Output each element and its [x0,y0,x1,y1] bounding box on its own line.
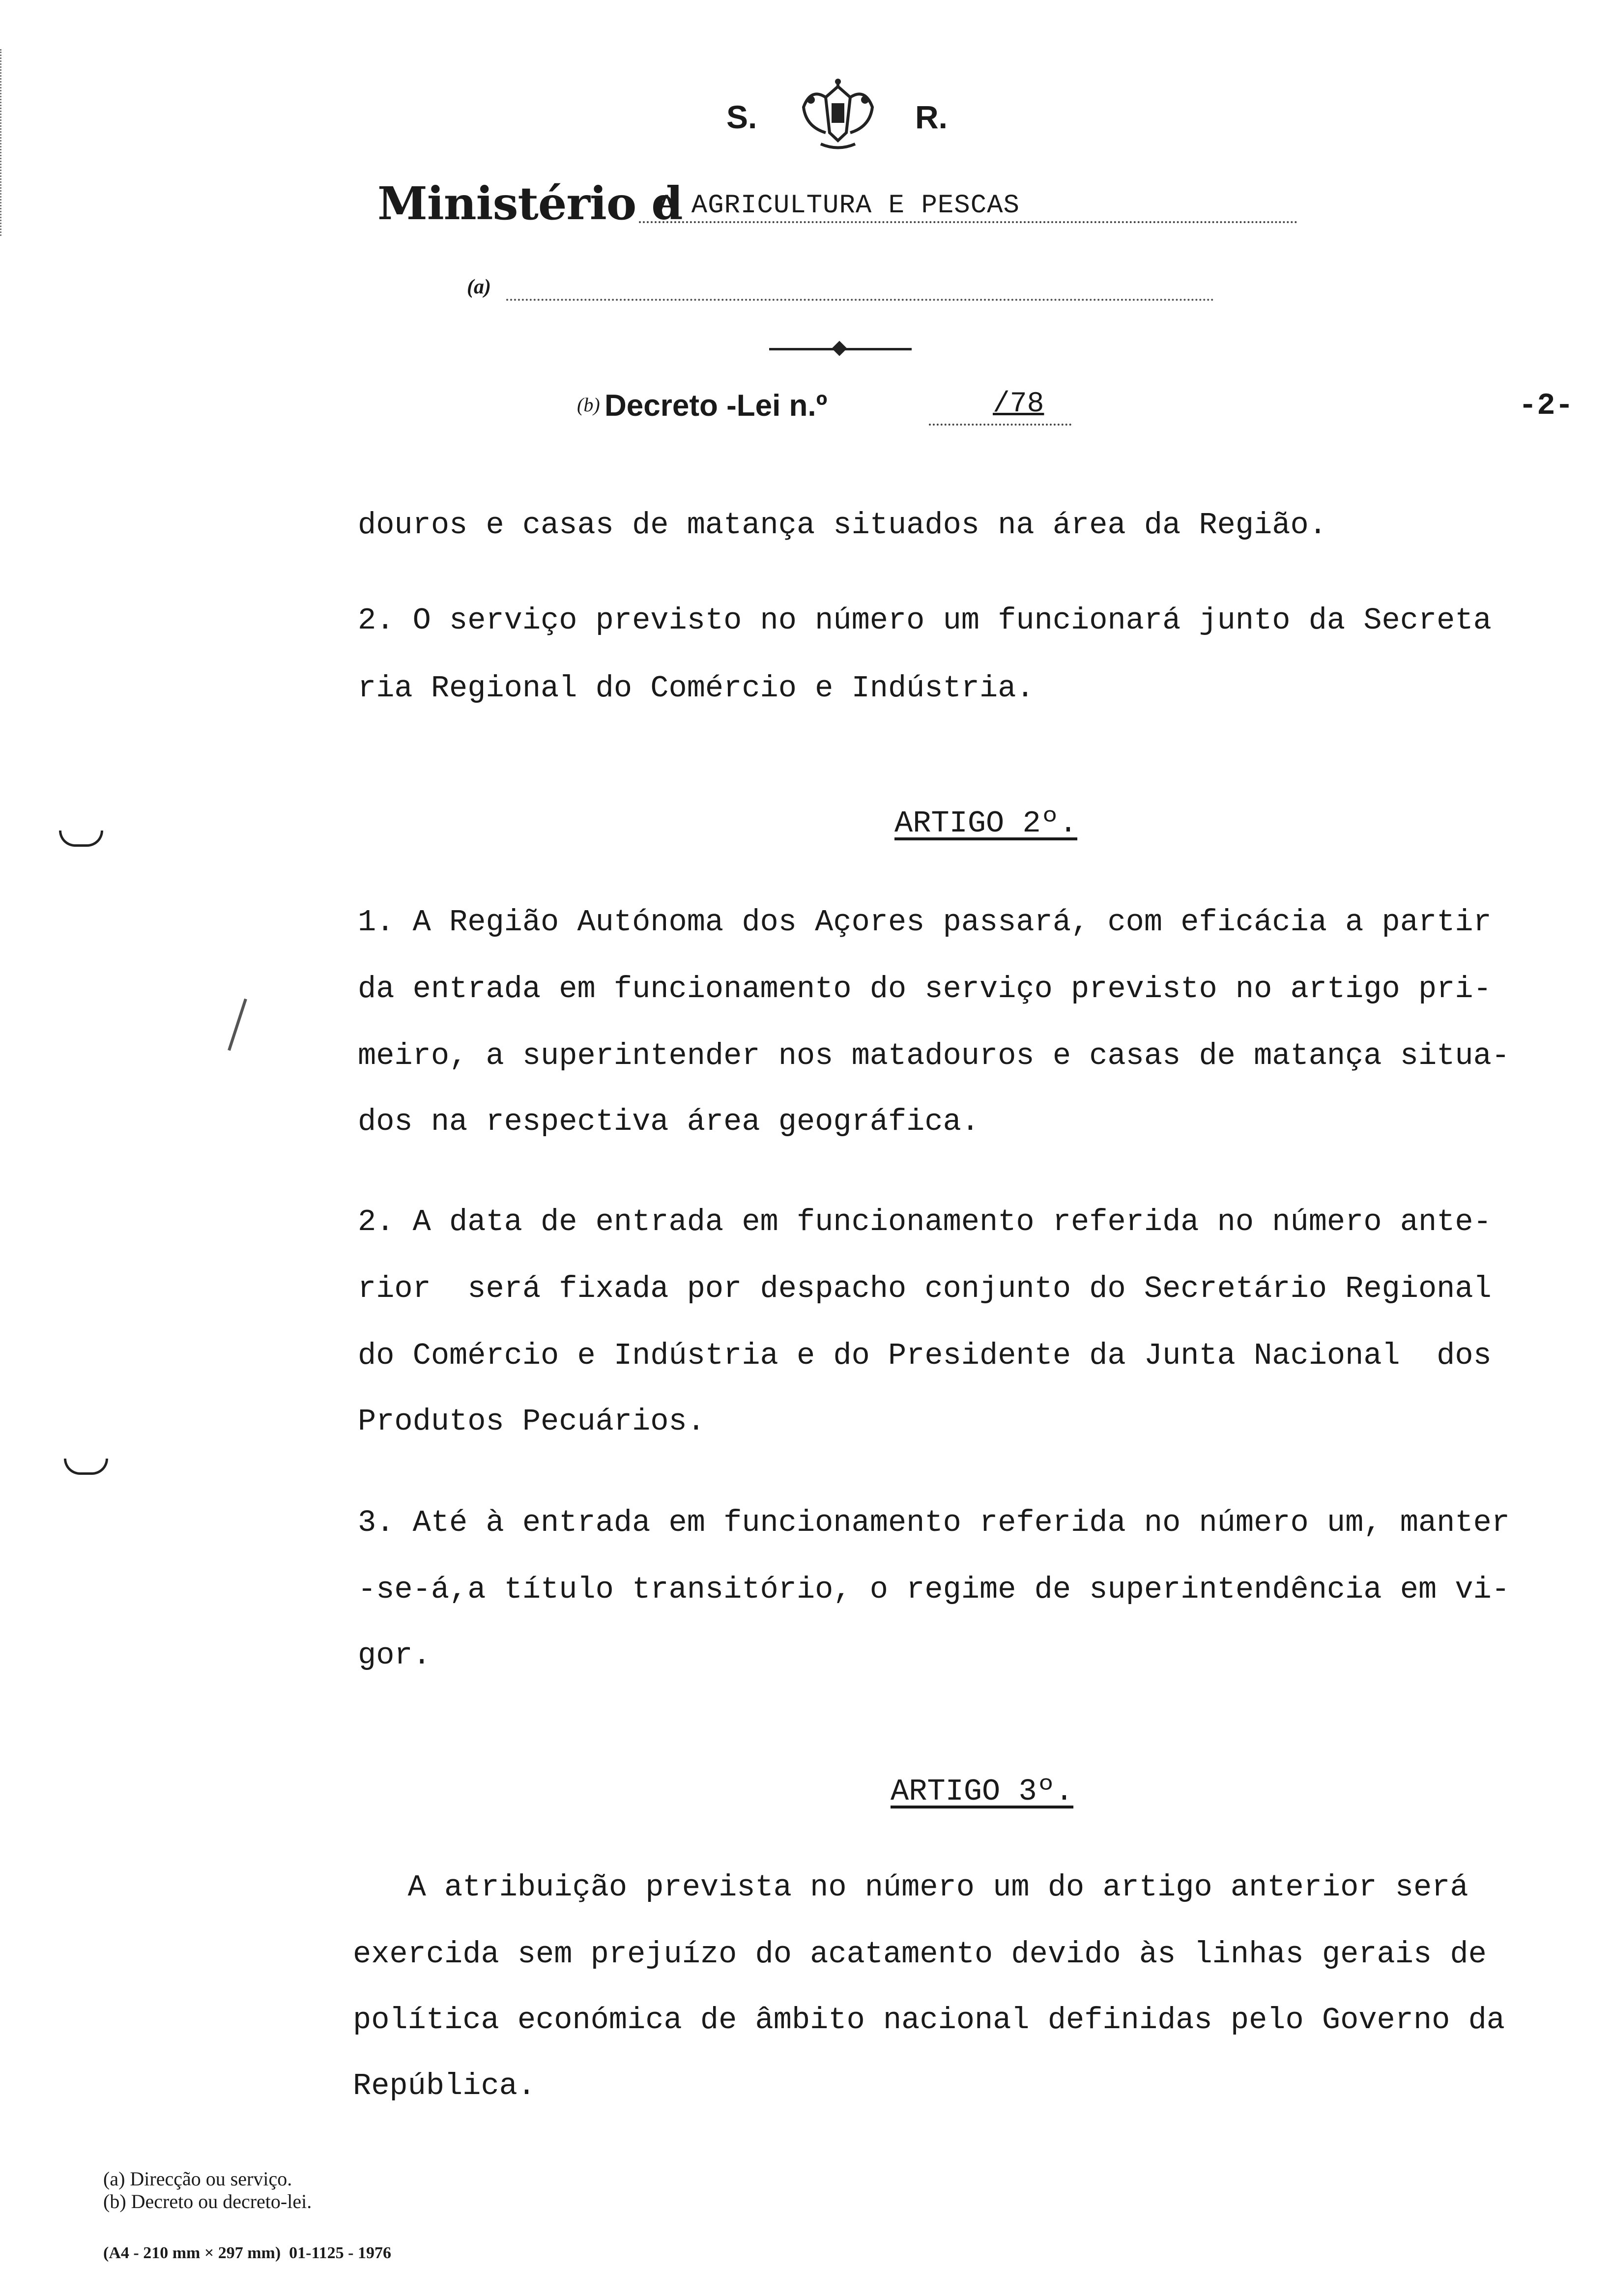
body-line: douros e casas de matança situados na área da Região. [358,508,1327,543]
page-number: -2- [1519,388,1574,423]
ministry-label: Ministério d [377,177,683,230]
coat-of-arms-icon [791,78,885,151]
margin-mark [64,1459,108,1475]
direction-dotted-line [506,299,1214,301]
body-line: rior será fixada por despacho conjunto do Secretário Regional [358,1271,1492,1306]
margin-mark [59,831,103,847]
article-3-heading: ARTIGO 3º. [891,1774,1074,1809]
ministry-dotted-line [639,221,1297,223]
body-line: gor. [358,1638,431,1673]
body-line: meiro, a superintender nos matadouros e casas de matança situa- [358,1038,1510,1073]
footnote-b: (b) Decreto ou decreto-lei. [103,2190,312,2212]
body-line: Produtos Pecuários. [358,1404,705,1439]
body-line: ria Regional do Comércio e Indústria. [358,671,1035,706]
direction-label: (a) [467,276,491,298]
body-line: da entrada em funcionamento do serviço previsto no artigo pri- [358,972,1492,1006]
body-line: 2. A data de entrada em funcionamento referida no número ante- [358,1205,1492,1239]
body-line: dos na respectiva área geográfica. [358,1104,980,1139]
body-line: República. [353,2068,536,2103]
form-code: (A4 - 210 mm × 297 mm) 01-1125 - 1976 [103,2244,391,2262]
decree-type-label: (b) [577,394,600,416]
ministry-name: A AGRICULTURA E PESCAS [659,191,1020,221]
body-line: 2. O serviço previsto no número um funcionará junto da Secreta [358,603,1492,638]
footnote-a: (a) Direcção ou serviço. [103,2168,292,2190]
body-line: A atribuição prevista no número um do artigo anterior será [353,1870,1468,1905]
body-line: 1. A Região Autónoma dos Açores passará, com eficácia a partir [358,905,1492,940]
body-line: política económica de âmbito nacional definidas pelo Governo da [353,2003,1505,2038]
body-line: 3. Até à entrada em funcionamento referida no número um, manter [358,1505,1510,1540]
body-line: -se-á,a título transitório, o regime de superintendência em vi- [358,1572,1510,1607]
article-2-heading: ARTIGO 2º. [894,806,1078,841]
decree-number-dotted-line [929,424,1071,426]
letterhead-s: S. [726,99,757,135]
decree-year: /78 [993,388,1044,420]
body-line: exercida sem prejuízo do acatamento devido às linhas gerais de [353,1937,1487,1972]
binding-edge [0,49,21,236]
body-line: do Comércio e Indústria e do Presidente da Junta Nacional dos [358,1338,1492,1373]
decree-label: Decreto -Lei n.º [604,389,828,423]
pen-stroke [228,999,247,1051]
letterhead-r: R. [915,99,948,135]
divider-diamond-icon [832,341,847,356]
